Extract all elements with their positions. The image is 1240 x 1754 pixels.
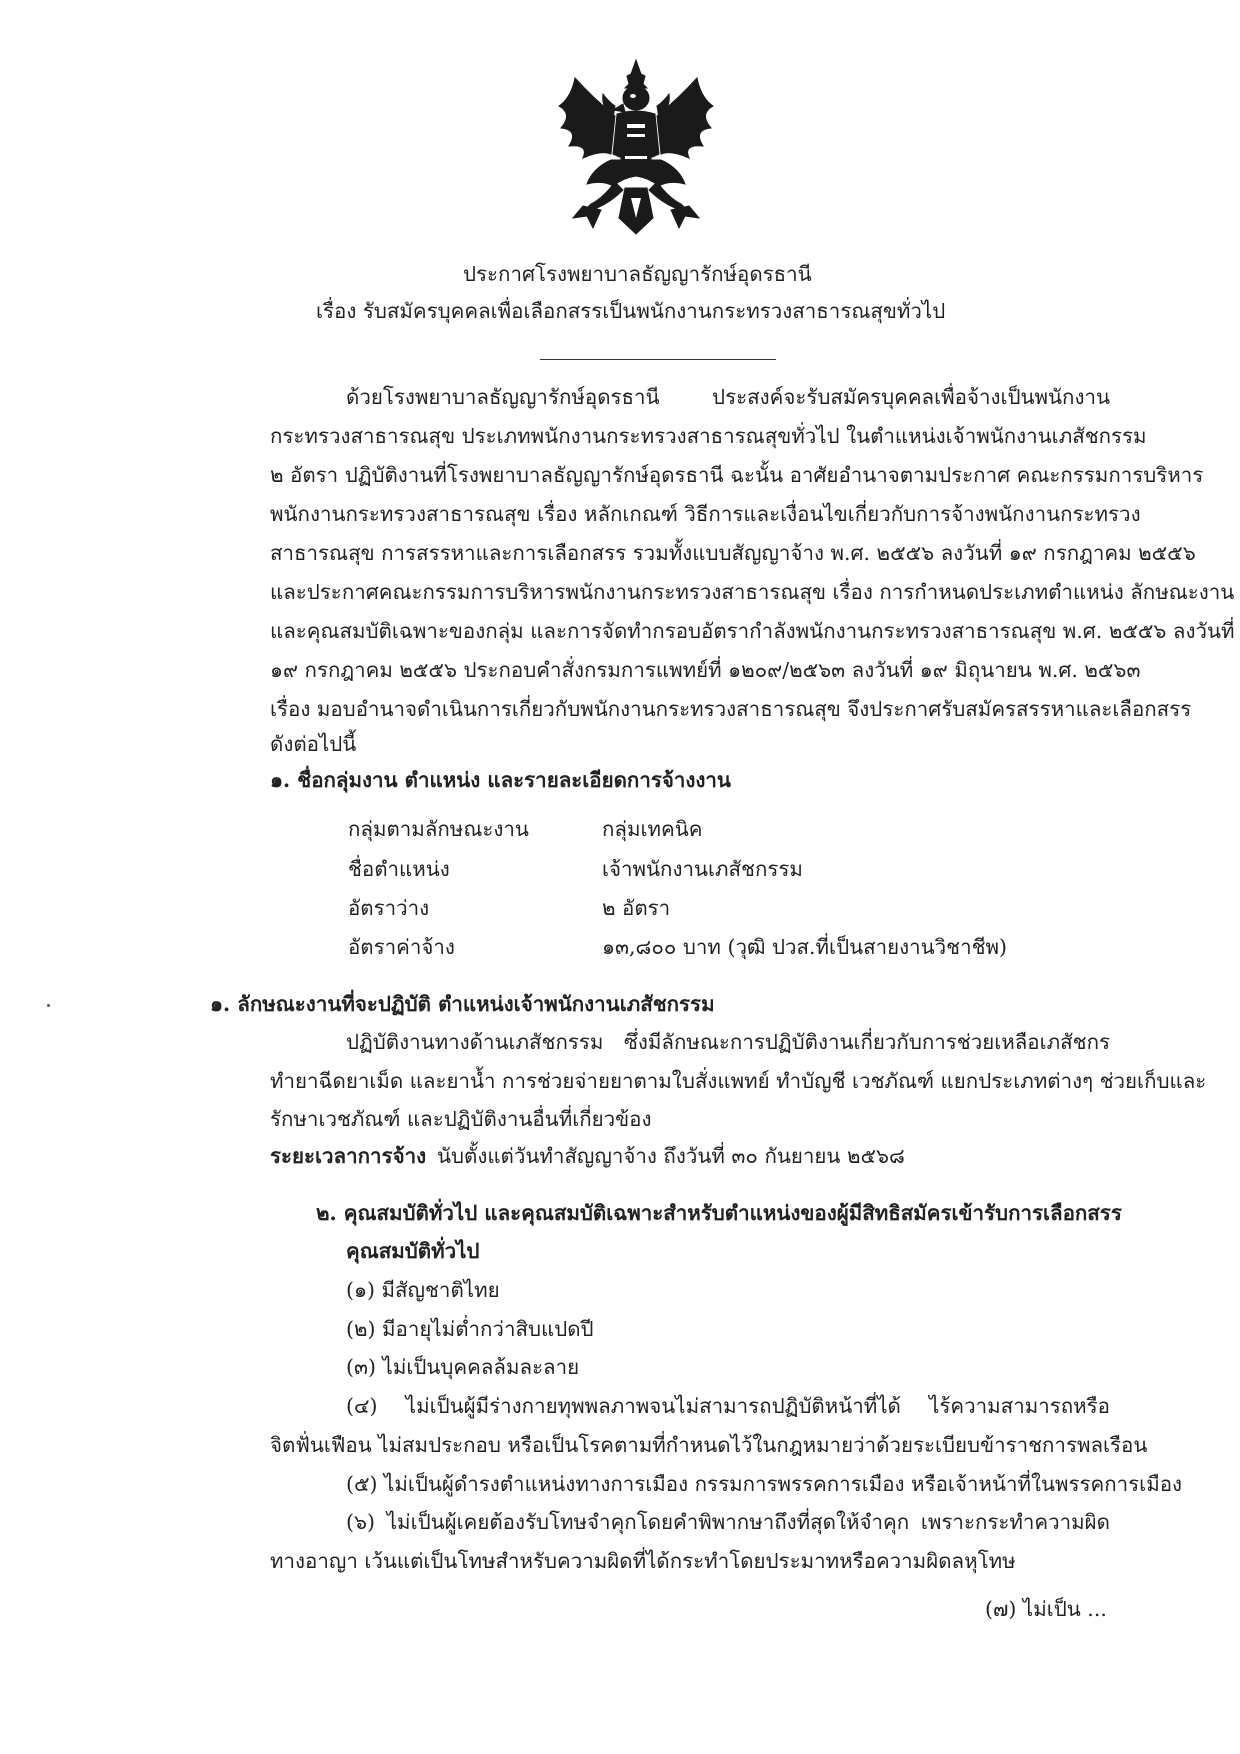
intro-line-4: พนักงานกระทรวงสาธารณสุข เรื่อง หลักเกณฑ์ วิธีการและเงื่อนไขเกี่ยวกับการจ้างพนักงานกระทรวง	[270, 502, 1141, 526]
section2-subheading: คุณสมบัติทั่วไป	[346, 1239, 480, 1263]
intro-line-2: กระทรวงสาธารณสุข ประเภทพนักงานกระทรวงสาธารณสุขทั่วไป ในตำแหน่งเจ้าพนักงานเภสัชกรรม	[270, 424, 1147, 448]
detail-value: กลุ่มเทคนิค	[602, 817, 703, 841]
qualification-item-cont: จิตฟั่นเฟือน ไม่สมประกอบ หรือเป็นโรคตามที่กำหนดไว้ในกฎหมายว่าด้วยระเบียบข้าราชการพลเรือน	[270, 1433, 1148, 1457]
qualification-item-cont: ทางอาญา เว้นแต่เป็นโทษสำหรับความผิดที่ได้กระทำโดยประมาทหรือความผิดลหุโทษ	[270, 1549, 1016, 1573]
duties-line-3: รักษาเวชภัณฑ์ และปฏิบัติงานอื่นที่เกี่ยวข้อง	[270, 1107, 652, 1131]
garuda-emblem-icon	[553, 58, 719, 240]
intro-line-9: เรื่อง มอบอำนาจดำเนินการเกี่ยวกับพนักงานกระทรวงสาธารณสุข จึงประกาศรับสมัครสรรหาและเลือกสรร	[270, 697, 1192, 721]
detail-label: ชื่อตำแหน่ง	[348, 857, 450, 881]
detail-value: ๒ อัตรา	[602, 896, 671, 920]
qualification-item: (๑) มีสัญชาติไทย	[346, 1278, 500, 1302]
intro-line-8: ๑๙ กรกฎาคม ๒๕๕๖ ประกอบคำสั่งกรมการแพทย์ที่ ๑๒๐๙/๒๕๖๓ ลงวันที่ ๑๙ มิถุนายน พ.ศ. ๒๕๖๓	[270, 658, 1141, 682]
intro-line-3: ๒ อัตรา ปฏิบัติงานที่โรงพยาบาลธัญญารักษ์อุดรธานี ฉะนั้น อาศัยอำนาจตามประกาศ คณะกรรมการบริหาร	[270, 463, 1204, 487]
qualification-item: (๒) มีอายุไม่ต่ำกว่าสิบแปดปี	[346, 1317, 594, 1341]
detail-label: อัตราค่าจ้าง	[348, 935, 455, 959]
intro-line-5: สาธารณสุข การสรรหาและการเลือกสรร รวมทั้งแบบสัญญาจ้าง พ.ศ. ๒๕๕๖ ลงวันที่ ๑๙ กรกฎาคม ๒๕๕๖	[270, 541, 1196, 565]
announcement-subject: เรื่อง รับสมัครบุคคลเพื่อเลือกสรรเป็นพนักงานกระทรวงสาธารณสุขทั่วไป	[316, 299, 946, 323]
duties-heading: ๑. ลักษณะงานที่จะปฏิบัติ ตำแหน่งเจ้าพนักงานเภสัชกรรม	[210, 992, 715, 1016]
section1-heading: ๑. ชื่อกลุ่มงาน ตำแหน่ง และรายละเอียดการจ้างงาน	[270, 768, 731, 792]
intro-line-10: ดังต่อไปนี้	[270, 732, 357, 756]
employment-period-label: ระยะเวลาการจ้าง	[270, 1144, 427, 1168]
qualification-item: (๓) ไม่เป็นบุคคลล้มละลาย	[346, 1355, 580, 1379]
intro-line-1: ด้วยโรงพยาบาลธัญญารักษ์อุดรธานี ประสงค์จะรับสมัครบุคคลเพื่อจ้างเป็นพนักงาน	[346, 385, 1110, 409]
detail-label: อัตราว่าง	[348, 896, 430, 920]
qualification-item: (๔) ไม่เป็นผู้มีร่างกายทุพพลภาพจนไม่สามารถปฏิบัติหน้าที่ได้ ไร้ความสามารถหรือ	[346, 1394, 1110, 1418]
duties-line-2: ทำยาฉีดยาเม็ด และยาน้ำ การช่วยจ่ายยาตามใบสั่งแพทย์ ทำบัญชี เวชภัณฑ์ แยกประเภทต่างๆ ช่วยเก็บและ	[270, 1069, 1207, 1093]
detail-value: ๑๓,๘๐๐ บาท (วุฒิ ปวส.ที่เป็นสายงานวิชาชีพ)	[602, 935, 1008, 959]
intro-line-6: และประกาศคณะกรรมการบริหารพนักงานกระทรวงสาธารณสุข เรื่อง การกำหนดประเภทตำแหน่ง ลักษณะงาน	[270, 580, 1235, 604]
announcement-title: ประกาศโรงพยาบาลธัญญารักษ์อุดรธานี	[463, 262, 812, 286]
duties-line-1: ปฏิบัติงานทางด้านเภสัชกรรม ซึ่งมีลักษณะการปฏิบัติงานเกี่ยวกับการช่วยเหลือเภสัชกร	[346, 1030, 1110, 1054]
intro-line-7: และคุณสมบัติเฉพาะของกลุ่ม และการจัดทำกรอบอัตรากำลังพนักงานกระทรวงสาธารณสุข พ.ศ. ๒๕๕๖ ลงวันที่	[270, 619, 1235, 643]
continuation-marker: (๗) ไม่เป็น ...	[985, 1597, 1107, 1621]
qualification-item: (๖) ไม่เป็นผู้เคยต้องรับโทษจำคุกโดยคำพิพากษาถึงที่สุดให้จำคุก เพราะกระทำความผิด	[346, 1510, 1110, 1534]
employment-period-value: นับตั้งแต่วันทำสัญญาจ้าง ถึงวันที่ ๓๐ กันยายน ๒๕๖๘	[437, 1144, 905, 1168]
qualification-item: (๕) ไม่เป็นผู้ดำรงตำแหน่งทางการเมือง กรรมการพรรคการเมือง หรือเจ้าหน้าที่ในพรรคการเมือง	[346, 1472, 1183, 1496]
detail-label: กลุ่มตามลักษณะงาน	[348, 817, 529, 841]
section2-heading: ๒. คุณสมบัติทั่วไป และคุณสมบัติเฉพาะสำหรับตำแหน่งของผู้มีสิทธิสมัครเข้ารับการเลือกสรร	[316, 1201, 1122, 1225]
detail-value: เจ้าพนักงานเภสัชกรรม	[602, 857, 803, 881]
header-divider	[540, 359, 776, 360]
scan-speck	[47, 1004, 50, 1007]
